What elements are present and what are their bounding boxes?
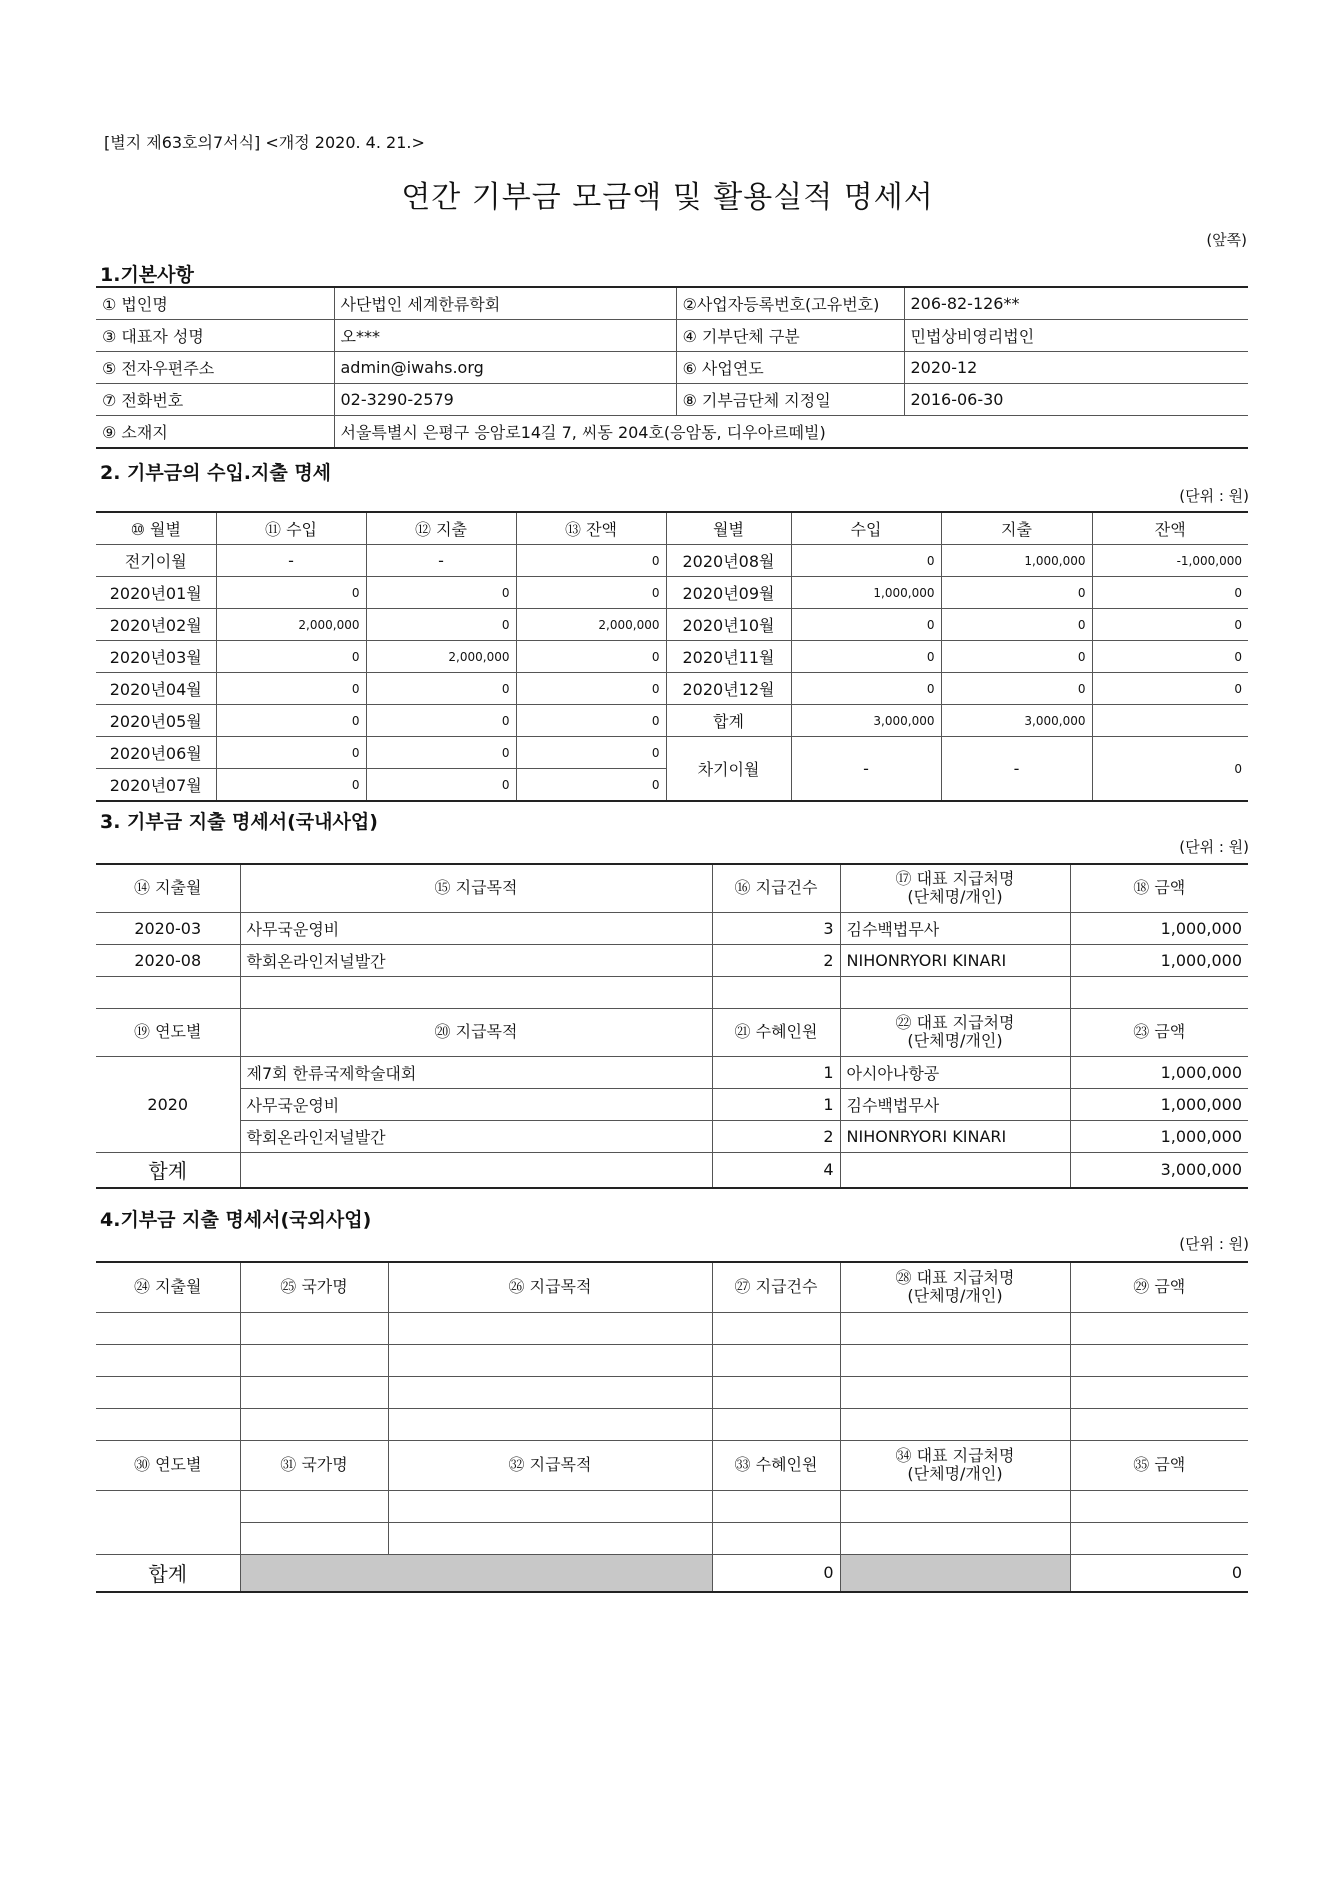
table-row — [96, 1312, 1248, 1344]
empty-cell — [1070, 1490, 1248, 1522]
empty-cell — [240, 1312, 388, 1344]
month-cell: 2020년11월 — [666, 641, 791, 673]
empty-cell — [712, 1408, 840, 1440]
total-count: 0 — [712, 1554, 840, 1592]
column-header: ⑮ 지급목적 — [240, 864, 712, 912]
total-amount: 3,000,000 — [1070, 1152, 1248, 1188]
amount-cell: 2,000,000 — [366, 641, 516, 673]
amount-cell: 0 — [941, 577, 1092, 609]
amount-cell: 0 — [516, 769, 666, 802]
empty-cell — [240, 1408, 388, 1440]
column-header: ㉑ 수혜인원 — [712, 1008, 840, 1056]
empty-cell — [240, 976, 712, 1008]
column-header: 월별 — [666, 512, 791, 545]
count-cell: 1 — [712, 1088, 840, 1120]
table-row — [96, 1376, 1248, 1408]
column-header: ㉔ 지출월 — [96, 1262, 240, 1312]
table-header — [96, 1008, 1248, 1056]
empty-cell — [712, 1312, 840, 1344]
amount-cell: 0 — [941, 609, 1092, 641]
table-row — [96, 1056, 1248, 1088]
column-header: 수입 — [791, 512, 941, 545]
amount-cell: 0 — [216, 769, 366, 802]
amount-cell: 0 — [366, 705, 516, 737]
empty-cell — [840, 1152, 1070, 1188]
section3-unit: (단위 : 원) — [1179, 838, 1249, 856]
header-line: ㉒ 대표 지급처명 — [895, 1013, 1015, 1032]
empty-cell — [1070, 976, 1248, 1008]
column-header: ⑬ 잔액 — [516, 512, 666, 545]
amount-cell: 3,000,000 — [791, 705, 941, 737]
empty-cell — [240, 1522, 388, 1554]
amount-cell: 0 — [941, 641, 1092, 673]
empty-cell — [96, 1408, 240, 1440]
amount-cell: 0 — [1092, 577, 1248, 609]
empty-cell — [840, 976, 1070, 1008]
empty-cell — [840, 1344, 1070, 1376]
empty-cell — [840, 1376, 1070, 1408]
column-header: ㉜ 지급목적 — [388, 1440, 712, 1490]
section4-unit: (단위 : 원) — [1179, 1235, 1249, 1253]
info-value: 사단법인 세계한류학회 — [334, 287, 676, 320]
basic-info-table — [96, 286, 1248, 449]
month-cell: 2020-08 — [96, 944, 240, 976]
section3-title: 3. 기부금 지출 명세서(국내사업) — [100, 811, 378, 833]
amount-cell: 0 — [216, 737, 366, 769]
empty-cell — [240, 1344, 388, 1376]
amount-cell: 0 — [791, 673, 941, 705]
amount-cell: 3,000,000 — [941, 705, 1092, 737]
table-row — [96, 545, 1248, 577]
column-header: ㉚ 연도별 — [96, 1440, 240, 1490]
total-row — [96, 1554, 1248, 1592]
month-cell: 2020년06월 — [96, 737, 216, 769]
empty-cell — [712, 1344, 840, 1376]
info-label: ① 법인명 — [96, 287, 334, 320]
amount-cell: 0 — [366, 609, 516, 641]
month-cell: 합계 — [666, 705, 791, 737]
amount-cell: 2,000,000 — [216, 609, 366, 641]
column-header: ㉙ 금액 — [1070, 1262, 1248, 1312]
empty-cell — [712, 1522, 840, 1554]
empty-cell — [1070, 1344, 1248, 1376]
empty-cell — [388, 1522, 712, 1554]
column-header: ⑪ 수입 — [216, 512, 366, 545]
year-cell: 2020 — [96, 1056, 240, 1152]
amount-cell — [1092, 705, 1248, 737]
table-row — [96, 976, 1248, 1008]
table-row — [96, 1408, 1248, 1440]
info-row — [96, 320, 1248, 352]
empty-cell — [712, 976, 840, 1008]
amount-cell: 1,000,000 — [1070, 912, 1248, 944]
month-cell: 2020년05월 — [96, 705, 216, 737]
header-line: (단체명/개인) — [907, 1464, 1003, 1483]
info-row — [96, 416, 1248, 449]
amount-cell: 0 — [516, 673, 666, 705]
header-line: ⑰ 대표 지급처명 — [895, 869, 1015, 889]
amount-cell: 0 — [216, 705, 366, 737]
table-row — [96, 673, 1248, 705]
table-row — [96, 944, 1248, 976]
amount-cell: 1,000,000 — [1070, 1120, 1248, 1152]
amount-cell: 0 — [366, 673, 516, 705]
info-label: ②사업자등록번호(고유번호) — [676, 287, 904, 320]
empty-cell — [96, 1376, 240, 1408]
table-header — [96, 1440, 1248, 1490]
section2-title: 2. 기부금의 수입.지출 명세 — [100, 462, 332, 484]
info-value: 2020-12 — [904, 352, 1248, 384]
empty-cell — [240, 1490, 388, 1522]
amount-cell: 0 — [216, 577, 366, 609]
empty-cell — [388, 1490, 712, 1522]
income-expense-table — [96, 511, 1248, 802]
purpose-cell: 사무국운영비 — [240, 912, 712, 944]
table-row — [96, 577, 1248, 609]
total-label: 합계 — [96, 1152, 240, 1188]
info-label: ⑤ 전자우편주소 — [96, 352, 334, 384]
total-amount: 0 — [1070, 1554, 1248, 1592]
empty-cell — [712, 1376, 840, 1408]
column-header: ㉛ 국가명 — [240, 1440, 388, 1490]
info-label: ⑥ 사업연도 — [676, 352, 904, 384]
month-cell: 2020년08월 — [666, 545, 791, 577]
empty-cell — [96, 976, 240, 1008]
amount-cell: -1,000,000 — [1092, 545, 1248, 577]
empty-cell — [240, 1152, 712, 1188]
table-row — [96, 912, 1248, 944]
amount-cell: 1,000,000 — [941, 545, 1092, 577]
table-row — [96, 1490, 1248, 1522]
purpose-cell: 제7회 한류국제학술대회 — [240, 1056, 712, 1088]
column-header: ⑫ 지출 — [366, 512, 516, 545]
table-row — [96, 1522, 1248, 1554]
amount-cell: 0 — [941, 673, 1092, 705]
header-line: (단체명/개인) — [907, 1286, 1003, 1306]
amount-cell: 1,000,000 — [1070, 1056, 1248, 1088]
header-line: ㉞ 대표 지급처명 — [895, 1446, 1015, 1465]
empty-cell — [388, 1312, 712, 1344]
table-row — [96, 1088, 1248, 1120]
amount-cell: 0 — [1092, 737, 1248, 802]
column-header: 지출 — [941, 512, 1092, 545]
amount-cell: 2,000,000 — [516, 609, 666, 641]
column-header: ㉓ 금액 — [1070, 1008, 1248, 1056]
month-cell: 2020년03월 — [96, 641, 216, 673]
empty-cell — [388, 1408, 712, 1440]
column-header: ㉕ 국가명 — [240, 1262, 388, 1312]
purpose-cell: 학회온라인저널발간 — [240, 944, 712, 976]
section4-title: 4.기부금 지출 명세서(국외사업) — [100, 1209, 372, 1231]
payee-cell: 김수백법무사 — [840, 1088, 1070, 1120]
info-row — [96, 287, 1248, 320]
count-cell: 2 — [712, 1120, 840, 1152]
amount-cell: - — [216, 545, 366, 577]
payee-cell: 아시아나항공 — [840, 1056, 1070, 1088]
amount-cell: 0 — [516, 705, 666, 737]
form-number: [별지 제63호의7서식] <개정 2020. 4. 21.> — [104, 133, 425, 152]
table-row — [96, 1344, 1248, 1376]
info-row — [96, 384, 1248, 416]
month-cell: 2020년10월 — [666, 609, 791, 641]
table-header — [96, 512, 1248, 545]
info-value: admin@iwahs.org — [334, 352, 676, 384]
empty-cell — [96, 1490, 240, 1554]
amount-cell: - — [366, 545, 516, 577]
empty-cell — [96, 1312, 240, 1344]
amount-cell: - — [791, 737, 941, 802]
empty-cell — [1070, 1522, 1248, 1554]
amount-cell: 0 — [1092, 641, 1248, 673]
column-header — [840, 1440, 1070, 1490]
month-cell: 2020년02월 — [96, 609, 216, 641]
count-cell: 3 — [712, 912, 840, 944]
month-cell: 2020년04월 — [96, 673, 216, 705]
column-header — [840, 864, 1070, 912]
column-header: ⑲ 연도별 — [96, 1008, 240, 1056]
empty-cell — [840, 1490, 1070, 1522]
empty-cell — [96, 1344, 240, 1376]
info-label: ⑦ 전화번호 — [96, 384, 334, 416]
empty-cell — [388, 1344, 712, 1376]
amount-cell: 0 — [366, 737, 516, 769]
empty-cell — [840, 1408, 1070, 1440]
column-header: ㉟ 금액 — [1070, 1440, 1248, 1490]
page-title: 연간 기부금 모금액 및 활용실적 명세서 — [401, 180, 934, 215]
amount-cell: 0 — [1092, 673, 1248, 705]
month-cell: 2020년01월 — [96, 577, 216, 609]
empty-cell — [840, 1312, 1070, 1344]
month-cell: 2020년09월 — [666, 577, 791, 609]
month-cell: 2020년07월 — [96, 769, 216, 802]
table-row — [96, 737, 1248, 769]
count-cell: 2 — [712, 944, 840, 976]
total-label: 합계 — [96, 1554, 240, 1592]
amount-cell: 0 — [516, 577, 666, 609]
table-header — [96, 864, 1248, 912]
amount-cell: 0 — [216, 673, 366, 705]
empty-cell — [1070, 1408, 1248, 1440]
column-header — [840, 1262, 1070, 1312]
table-row — [96, 641, 1248, 673]
column-header: ⑱ 금액 — [1070, 864, 1248, 912]
month-cell: 2020-03 — [96, 912, 240, 944]
amount-cell: 0 — [366, 577, 516, 609]
info-value: 206-82-126** — [904, 287, 1248, 320]
table-header — [96, 1262, 1248, 1312]
info-row — [96, 352, 1248, 384]
total-row — [96, 1152, 1248, 1188]
empty-cell — [388, 1376, 712, 1408]
empty-cell — [840, 1522, 1070, 1554]
address-value: 서울특별시 은평구 응암로14길 7, 씨동 204호(응암동, 디우아르떼빌) — [334, 416, 1248, 449]
empty-cell — [712, 1490, 840, 1522]
section2-unit: (단위 : 원) — [1179, 487, 1249, 505]
total-count: 4 — [712, 1152, 840, 1188]
amount-cell: 0 — [516, 545, 666, 577]
column-header: ㉝ 수혜인원 — [712, 1440, 840, 1490]
header-line: (단체명/개인) — [907, 1031, 1003, 1050]
column-header: ⑩ 월별 — [96, 512, 216, 545]
info-label: ⑧ 기부금단체 지정일 — [676, 384, 904, 416]
column-header: ㉖ 지급목적 — [388, 1262, 712, 1312]
amount-cell: 0 — [366, 769, 516, 802]
gray-cell — [840, 1554, 1070, 1592]
info-label: ④ 기부단체 구분 — [676, 320, 904, 352]
payee-cell: 김수백법무사 — [840, 912, 1070, 944]
front-label: (앞쪽) — [1206, 231, 1247, 249]
column-header: ⑭ 지출월 — [96, 864, 240, 912]
overseas-expense-table — [96, 1261, 1248, 1593]
section1-title: 1.기본사항 — [100, 264, 194, 286]
amount-cell: 1,000,000 — [1070, 944, 1248, 976]
domestic-expense-table — [96, 863, 1248, 1189]
column-header: ⑳ 지급목적 — [240, 1008, 712, 1056]
month-cell: 전기이월 — [96, 545, 216, 577]
header-line: (단체명/개인) — [907, 887, 1003, 907]
amount-cell: 1,000,000 — [791, 577, 941, 609]
empty-cell — [240, 1376, 388, 1408]
empty-cell — [1070, 1376, 1248, 1408]
carry-label: 차기이월 — [666, 737, 791, 802]
table-row — [96, 1120, 1248, 1152]
amount-cell: 0 — [1092, 609, 1248, 641]
header-line: ㉘ 대표 지급처명 — [895, 1268, 1015, 1288]
gray-cell — [240, 1554, 712, 1592]
purpose-cell: 학회온라인저널발간 — [240, 1120, 712, 1152]
table-row — [96, 705, 1248, 737]
info-value: 02-3290-2579 — [334, 384, 676, 416]
payee-cell: NIHONRYORI KINARI — [840, 1120, 1070, 1152]
amount-cell: 0 — [516, 641, 666, 673]
info-value: 2016-06-30 — [904, 384, 1248, 416]
info-value: 오*** — [334, 320, 676, 352]
column-header: ㉗ 지급건수 — [712, 1262, 840, 1312]
purpose-cell: 사무국운영비 — [240, 1088, 712, 1120]
amount-cell: 0 — [216, 641, 366, 673]
table-row — [96, 609, 1248, 641]
amount-cell: 0 — [516, 737, 666, 769]
info-label: ③ 대표자 성명 — [96, 320, 334, 352]
month-cell: 2020년12월 — [666, 673, 791, 705]
amount-cell: 0 — [791, 641, 941, 673]
info-value: 민법상비영리법인 — [904, 320, 1248, 352]
column-header — [840, 1008, 1070, 1056]
column-header: 잔액 — [1092, 512, 1248, 545]
payee-cell: NIHONRYORI KINARI — [840, 944, 1070, 976]
amount-cell: 0 — [791, 609, 941, 641]
amount-cell: 1,000,000 — [1070, 1088, 1248, 1120]
amount-cell: 0 — [791, 545, 941, 577]
empty-cell — [1070, 1312, 1248, 1344]
column-header: ⑯ 지급건수 — [712, 864, 840, 912]
count-cell: 1 — [712, 1056, 840, 1088]
amount-cell: - — [941, 737, 1092, 802]
address-label: ⑨ 소재지 — [96, 416, 334, 449]
